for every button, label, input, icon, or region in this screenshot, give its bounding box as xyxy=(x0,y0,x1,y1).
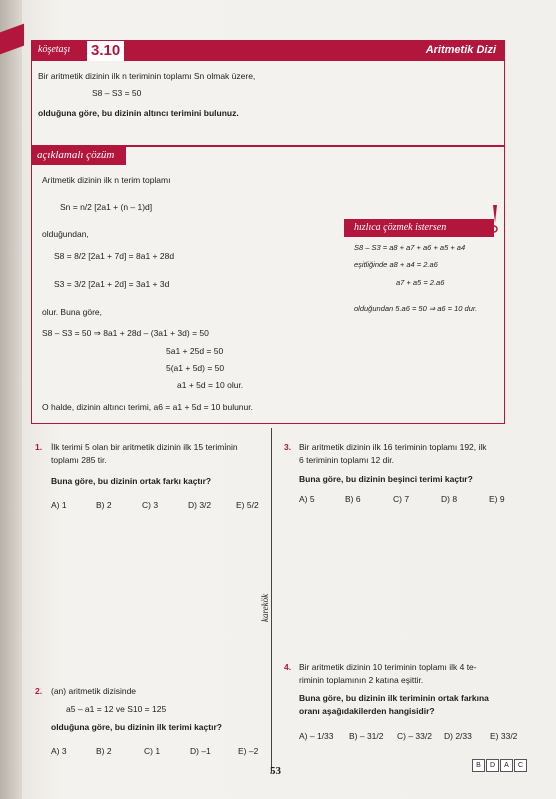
answer-key-2: D xyxy=(486,759,499,772)
box-number: 3.10 xyxy=(87,41,124,61)
solution-box xyxy=(31,146,505,424)
question-3-option-c[interactable]: C) 7 xyxy=(393,494,410,504)
column-divider xyxy=(271,428,272,773)
question-3-option-a[interactable]: A) 5 xyxy=(299,494,315,504)
sum-formula: Sn = n/2 [2a1 + (n – 1)d] xyxy=(60,202,153,212)
question-1-option-b[interactable]: B) 2 xyxy=(96,500,112,510)
question-2-option-c[interactable]: C) 1 xyxy=(144,746,161,756)
question-1-text-1: İlk terimi 5 olan bir aritmetik dizinin ilk 15 terimi̇nin xyxy=(51,442,238,452)
question-4-option-d[interactable]: D) 2/33 xyxy=(444,731,472,741)
topic-title: Aritmetik Dizi xyxy=(425,44,496,56)
quick-line-4: olduğundan 5.a6 = 50 ⇒ a6 = 10 dur. xyxy=(354,304,478,313)
problem-question: olduğuna göre, bu dizinin altıncı terimini bulunuz. xyxy=(38,108,239,118)
question-3-option-d[interactable]: D) 8 xyxy=(441,494,458,504)
question-4-text-1: Bir aritmetik dizinin 10 teriminin toplamı ilk 4 te- xyxy=(299,662,477,672)
question-1-number: 1. xyxy=(35,442,43,452)
exclamation-icon xyxy=(490,205,498,233)
solution-header xyxy=(32,147,126,165)
solution-line-3: olur. Buna göre, xyxy=(42,307,103,317)
question-2-text-2: a5 – a1 = 12 ve S10 = 125 xyxy=(66,704,167,714)
solution-line-2: olduğundan, xyxy=(42,229,89,239)
question-4-option-b[interactable]: B) – 31/2 xyxy=(349,731,384,741)
question-2-option-a[interactable]: A) 3 xyxy=(51,746,67,756)
question-1-text-2: toplamı 285 tir. xyxy=(51,455,107,465)
question-2-number: 2. xyxy=(35,686,43,696)
step-equation-1: S8 – S3 = 50 ⇒ 8a1 + 28d – (3a1 + 3d) = 50 xyxy=(42,328,209,338)
answer-key-1: B xyxy=(472,759,485,772)
question-2-option-e[interactable]: E) –2 xyxy=(238,746,259,756)
question-4-text-2: riminin toplamının 2 katına eşittir. xyxy=(299,675,424,685)
question-1-option-d[interactable]: D) 3/2 xyxy=(188,500,212,510)
solution-label: açıklamalı çözüm xyxy=(37,149,115,161)
question-1-option-c[interactable]: C) 3 xyxy=(142,500,159,510)
step-equation-4: a1 + 5d = 10 olur. xyxy=(177,380,244,390)
question-4-ask-2: oranı aşağıdakilerden hangisidir? xyxy=(299,706,435,716)
problem-text: Bir aritmetik dizinin ilk n teriminin toplamı Sn olmak üzere, xyxy=(38,71,256,81)
question-2-option-b[interactable]: B) 2 xyxy=(96,746,112,756)
question-1-ask: Buna göre, bu dizinin ortak farkı kaçtır? xyxy=(51,476,212,486)
question-3-option-e[interactable]: E) 9 xyxy=(489,494,505,504)
question-2-text-1: (an) aritmetik dizisinde xyxy=(51,686,137,696)
question-3-number: 3. xyxy=(284,442,292,452)
answer-key-4: C xyxy=(514,759,527,772)
answer-key-3: A xyxy=(500,759,513,772)
s3-equation: S3 = 3/2 [2a1 + 2d] = 3a1 + 3d xyxy=(54,279,170,289)
problem-box xyxy=(31,40,505,146)
solution-line-1: Aritmetik dizinin ilk n terim toplamı xyxy=(42,175,171,185)
question-2-ask: olduğuna göre, bu dizinin ilk terimi kaçtır? xyxy=(51,722,222,732)
question-1-option-e[interactable]: E) 5/2 xyxy=(236,500,259,510)
question-4-option-c[interactable]: C) – 33/2 xyxy=(397,731,432,741)
problem-equation: S8 – S3 = 50 xyxy=(92,88,142,98)
question-3-text-2: 6 teriminin toplamı 12 dir. xyxy=(299,455,394,465)
question-3-text-1: Bir aritmetik dizinin ilk 16 teriminin toplamı 192, ilk xyxy=(299,442,487,452)
karekok-label: karekök xyxy=(260,591,270,625)
question-4-ask-1: Buna göre, bu dizinin ilk teriminin ortak farkına xyxy=(299,693,489,703)
answer-key xyxy=(472,759,528,772)
question-4-option-e[interactable]: E) 33/2 xyxy=(490,731,518,741)
step-equation-3: 5(a1 + 5d) = 50 xyxy=(166,363,225,373)
question-2-option-d[interactable]: D) –1 xyxy=(190,746,211,756)
previous-page-edge xyxy=(0,0,22,799)
solution-final: O halde, dizinin altıncı terimi, a6 = a1 + 5d = 10 bulunur. xyxy=(42,402,253,412)
problem-header xyxy=(32,41,504,61)
question-3-ask: Buna göre, bu dizinin beşinci terimi kaçtır? xyxy=(299,474,473,484)
quick-line-2: eşitliğinde a8 + a4 = 2.a6 xyxy=(354,260,438,269)
question-1-option-a[interactable]: A) 1 xyxy=(51,500,67,510)
step-equation-2: 5a1 + 25d = 50 xyxy=(166,346,224,356)
question-4-option-a[interactable]: A) – 1/33 xyxy=(299,731,334,741)
quick-line-1: S8 – S3 = a8 + a7 + a6 + a5 + a4 xyxy=(354,243,466,252)
quick-line-3: a7 + a5 = 2.a6 xyxy=(396,278,445,287)
question-3-option-b[interactable]: B) 6 xyxy=(345,494,361,504)
question-4-number: 4. xyxy=(284,662,292,672)
box-label: köşetaşı xyxy=(38,44,71,55)
s8-equation: S8 = 8/2 [2a1 + 7d] = 8a1 + 28d xyxy=(54,251,175,261)
quick-solution-title: hızlıca çözmek istersen xyxy=(354,222,447,233)
quick-solution-header xyxy=(344,219,494,237)
page-number: 53 xyxy=(270,765,281,777)
